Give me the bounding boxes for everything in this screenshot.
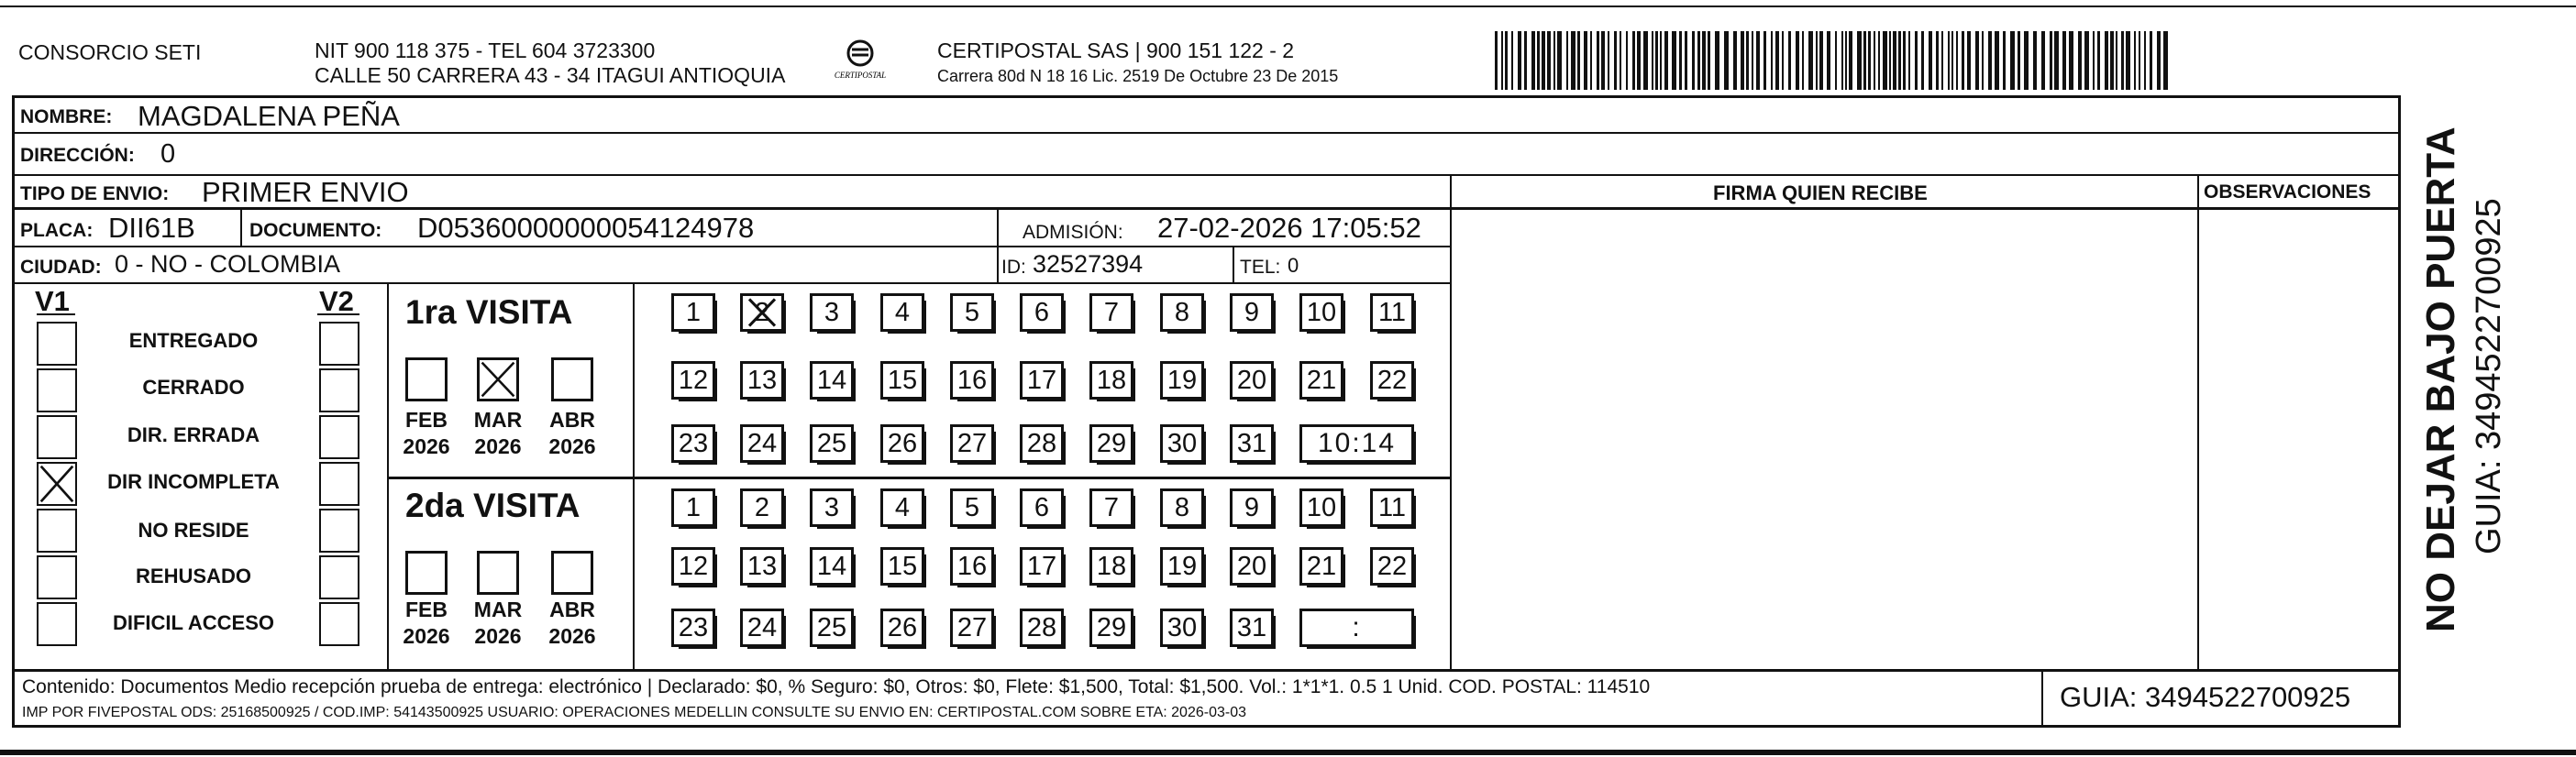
barcode-bar bbox=[1531, 31, 1535, 90]
day-box[interactable]: 6 bbox=[1020, 488, 1064, 527]
type-label: TIPO DE ENVIO: bbox=[20, 183, 170, 204]
day-box[interactable]: 4 bbox=[880, 488, 924, 527]
barcode-bar bbox=[2110, 31, 2114, 90]
day-box[interactable]: 7 bbox=[1089, 293, 1133, 332]
plate-value: DII61B bbox=[108, 212, 195, 244]
barcode-bar bbox=[1584, 31, 1587, 90]
barcode-bar bbox=[1637, 31, 1641, 90]
observations-area[interactable] bbox=[2199, 209, 2399, 667]
day-box[interactable]: 18 bbox=[1089, 547, 1133, 586]
status-label: ENTREGADO bbox=[128, 329, 259, 352]
status-label: DIR. ERRADA bbox=[127, 423, 260, 446]
month-label: ABR bbox=[549, 408, 595, 432]
day-box[interactable]: 19 bbox=[1160, 361, 1204, 400]
day-box[interactable]: 30 bbox=[1160, 609, 1204, 647]
receiver-signature-label: FIRMA QUIEN RECIBE bbox=[1713, 181, 1928, 204]
tel-value: 0 bbox=[1288, 254, 1299, 277]
month-label: FEB bbox=[405, 408, 448, 432]
barcode-bar bbox=[1962, 31, 1964, 90]
month-label: MAR bbox=[473, 408, 523, 432]
name-label: NOMBRE: bbox=[20, 106, 113, 127]
barcode-bar bbox=[1501, 31, 1503, 90]
barcode-bar bbox=[1893, 31, 1896, 90]
barcode-bar bbox=[2134, 31, 2136, 90]
status-label: NO RESIDE bbox=[138, 519, 249, 542]
day-box[interactable]: 28 bbox=[1020, 609, 1064, 647]
city-label: CIUDAD: bbox=[20, 257, 102, 278]
day-box[interactable]: 11 bbox=[1370, 293, 1414, 332]
barcode-bar bbox=[1951, 31, 1953, 90]
day-box[interactable]: 22 bbox=[1370, 361, 1414, 400]
recipient-name: MAGDALENA PEÑA bbox=[138, 100, 400, 132]
side-guide: GUIA: 3494522700925 bbox=[2470, 198, 2508, 554]
carrier-name: CERTIPOSTAL SAS | 900 151 122 - 2 bbox=[937, 38, 1295, 62]
barcode-bar bbox=[1816, 31, 1818, 90]
barcode-bar bbox=[2157, 31, 2161, 90]
barcode-bar bbox=[2078, 31, 2082, 90]
sender-address: CALLE 50 CARRERA 43 - 34 ITAGUI ANTIOQUIA bbox=[315, 63, 786, 87]
barcode-bar bbox=[1921, 31, 1924, 90]
month-label: FEB bbox=[405, 598, 448, 621]
month-year: 2026 bbox=[548, 434, 596, 458]
day-box[interactable]: 1 bbox=[671, 488, 715, 527]
day-box[interactable]: 20 bbox=[1230, 547, 1274, 586]
month-checkbox[interactable] bbox=[551, 357, 593, 401]
visit2-title: 2da VISITA bbox=[405, 487, 580, 524]
day-box[interactable]: 5 bbox=[950, 293, 994, 332]
id-value: 32527394 bbox=[1033, 250, 1144, 278]
barcode-bar bbox=[1652, 31, 1653, 90]
barcode-bar bbox=[1967, 31, 1971, 90]
day-box[interactable]: 31 bbox=[1230, 609, 1274, 647]
barcode-bar bbox=[1505, 31, 1508, 90]
barcode-bar bbox=[1537, 31, 1540, 90]
barcode-bar bbox=[1547, 31, 1551, 90]
document-label: DOCUMENTO: bbox=[249, 220, 382, 241]
barcode-bar bbox=[1692, 31, 1695, 90]
document-value: D05360000000054124978 bbox=[417, 212, 755, 244]
day-box[interactable]: 21 bbox=[1299, 361, 1343, 400]
barcode-bar bbox=[1908, 31, 1910, 90]
day-box[interactable]: 13 bbox=[740, 547, 784, 586]
barcode bbox=[1495, 31, 2173, 90]
barcode-bar bbox=[1863, 31, 1866, 90]
day-box[interactable]: 9 bbox=[1230, 293, 1274, 332]
barcode-bar bbox=[1771, 31, 1773, 90]
barcode-bar bbox=[1845, 31, 1847, 90]
shipment-type: PRIMER ENVIO bbox=[202, 176, 409, 208]
day-box[interactable]: 3 bbox=[810, 293, 854, 332]
barcode-bar bbox=[1524, 31, 1527, 90]
barcode-bar bbox=[1929, 31, 1932, 90]
day-box[interactable]: 20 bbox=[1230, 361, 1274, 400]
day-box[interactable]: 25 bbox=[810, 424, 854, 463]
barcode-bar bbox=[1664, 31, 1668, 90]
v1-label: V1 bbox=[35, 285, 70, 317]
barcode-bar bbox=[1975, 31, 1979, 90]
day-box[interactable]: 2 bbox=[740, 488, 784, 527]
receiver-signature-area[interactable] bbox=[1452, 209, 2196, 667]
month-checkbox[interactable] bbox=[477, 357, 519, 401]
day-box[interactable]: 6 bbox=[1020, 293, 1064, 332]
carrier-license: Carrera 80d N 18 16 Lic. 2519 De Octubre 23 De 2015 bbox=[937, 67, 1339, 85]
day-box[interactable]: 3 bbox=[810, 488, 854, 527]
barcode-bar bbox=[1620, 31, 1621, 90]
barcode-bar bbox=[2150, 31, 2152, 90]
barcode-bar bbox=[1702, 31, 1706, 90]
barcode-bar bbox=[1597, 31, 1599, 90]
admission-label: ADMISIÓN: bbox=[1023, 222, 1123, 243]
day-box[interactable]: 24 bbox=[740, 609, 784, 647]
barcode-bar bbox=[1941, 31, 1943, 90]
status-label: CERRADO bbox=[142, 376, 245, 399]
barcode-bar bbox=[2121, 31, 2124, 90]
barcode-bar bbox=[1733, 31, 1737, 90]
day-box[interactable]: 14 bbox=[810, 361, 854, 400]
day-box[interactable]: 14 bbox=[810, 547, 854, 586]
plate-label: PLACA: bbox=[20, 220, 94, 241]
day-box[interactable]: 12 bbox=[671, 361, 715, 400]
month-year: 2026 bbox=[474, 434, 522, 458]
day-box[interactable]: 16 bbox=[950, 547, 994, 586]
barcode-bar bbox=[1715, 31, 1719, 90]
recipient-address: 0 bbox=[160, 139, 176, 169]
id-label: ID: bbox=[1001, 257, 1026, 278]
barcode-bar bbox=[1752, 31, 1753, 90]
barcode-bar bbox=[1632, 31, 1635, 90]
barcode-bar bbox=[1608, 31, 1609, 90]
admission-value: 27-02-2026 17:05:52 bbox=[1157, 212, 1421, 244]
barcode-bar bbox=[1542, 31, 1545, 90]
month-checkbox[interactable] bbox=[405, 357, 448, 401]
barcode-bar bbox=[1655, 31, 1658, 90]
day-box[interactable]: 26 bbox=[880, 609, 924, 647]
status-label: REHUSADO bbox=[136, 565, 251, 587]
day-box[interactable]: 28 bbox=[1020, 424, 1064, 463]
city-value: 0 - NO - COLOMBIA bbox=[115, 250, 341, 278]
day-box[interactable]: 10 bbox=[1299, 488, 1343, 527]
barcode-bar bbox=[1878, 31, 1880, 90]
barcode-bar bbox=[1841, 31, 1843, 90]
barcode-bar bbox=[2084, 31, 2089, 90]
barcode-bar bbox=[1518, 31, 1521, 90]
barcode-bar bbox=[1956, 31, 1958, 90]
barcode-bar bbox=[1672, 31, 1676, 90]
barcode-bar bbox=[1915, 31, 1918, 90]
day-box[interactable]: 13 bbox=[740, 361, 784, 400]
barcode-bar bbox=[2054, 31, 2059, 90]
certipostal-logo bbox=[824, 37, 897, 84]
day-box[interactable]: 26 bbox=[880, 424, 924, 463]
barcode-bar bbox=[2163, 31, 2168, 90]
barcode-bar bbox=[1746, 31, 1749, 90]
barcode-bar bbox=[2018, 31, 2020, 90]
barcode-bar bbox=[1827, 31, 1830, 90]
observations-label: OBSERVACIONES bbox=[2204, 181, 2371, 203]
barcode-bar bbox=[2024, 31, 2029, 90]
month-label: ABR bbox=[549, 598, 595, 621]
day-box[interactable]: 16 bbox=[950, 361, 994, 400]
barcode-bar bbox=[1868, 31, 1871, 90]
tel-label: TEL: bbox=[1240, 257, 1281, 278]
barcode-bar bbox=[1796, 31, 1799, 90]
sender-name: CONSORCIO SETI bbox=[18, 40, 202, 64]
day-box[interactable]: 7 bbox=[1089, 488, 1133, 527]
day-box[interactable]: 29 bbox=[1089, 424, 1133, 463]
footer-contents: Contenido: Documentos Medio recepción prueba de entrega: electrónico | Declarado: $0, % Seguro: $0, Otros: $0, Flete: $1,500, Total: $1,500. Vol.: 1*1*1. 0.5 1 Unid. COD. POSTAL: 114510 bbox=[22, 676, 1651, 697]
month-checkbox[interactable] bbox=[551, 551, 593, 595]
barcode-bar bbox=[2105, 31, 2108, 90]
barcode-bar bbox=[1566, 31, 1568, 90]
barcode-bar bbox=[1495, 31, 1498, 90]
footer-imp: IMP POR FIVEPOSTAL ODS: 25168500925 / COD.IMP: 54143500925 USUARIO: OPERACIONES MEDELLIN CONSULTE SU ENVIO EN: CERTIPOSTAL.COM SOBRE ETA: 2026-03-03 bbox=[22, 705, 1246, 720]
barcode-bar bbox=[2069, 31, 2073, 90]
barcode-bar bbox=[1511, 31, 1513, 90]
day-box[interactable]: 2 bbox=[740, 293, 784, 332]
barcode-bar bbox=[1982, 31, 1984, 90]
day-box[interactable]: 27 bbox=[950, 424, 994, 463]
day-box[interactable]: 21 bbox=[1299, 547, 1343, 586]
barcode-bar bbox=[1577, 31, 1580, 90]
barcode-bar bbox=[1988, 31, 1992, 90]
barcode-bar bbox=[1590, 31, 1592, 90]
barcode-bar bbox=[2041, 31, 2045, 90]
month-checkbox[interactable] bbox=[405, 551, 448, 595]
day-box[interactable]: 12 bbox=[671, 547, 715, 586]
barcode-bar bbox=[2003, 31, 2006, 90]
month-year: 2026 bbox=[403, 434, 450, 458]
day-box[interactable]: 23 bbox=[671, 609, 715, 647]
barcode-bar bbox=[1756, 31, 1760, 90]
day-box[interactable]: 29 bbox=[1089, 609, 1133, 647]
barcode-bar bbox=[1835, 31, 1837, 90]
time-box[interactable]: 10:14 bbox=[1299, 424, 1414, 463]
day-box[interactable]: 27 bbox=[950, 609, 994, 647]
barcode-bar bbox=[1557, 31, 1562, 90]
barcode-bar bbox=[1857, 31, 1862, 90]
day-box[interactable]: 18 bbox=[1089, 361, 1133, 400]
day-box[interactable]: 30 bbox=[1160, 424, 1204, 463]
day-box[interactable]: 11 bbox=[1370, 488, 1414, 527]
visit1-title: 1ra VISITA bbox=[405, 293, 573, 331]
status-label: DIFICIL ACCESO bbox=[112, 611, 274, 634]
barcode-bar bbox=[1614, 31, 1617, 90]
day-box[interactable]: 22 bbox=[1370, 547, 1414, 586]
barcode-bar bbox=[1626, 31, 1628, 90]
barcode-bar bbox=[1898, 31, 1901, 90]
sender-nit-tel: NIT 900 118 375 - TEL 604 3723300 bbox=[315, 38, 656, 62]
day-box[interactable]: 25 bbox=[810, 609, 854, 647]
barcode-bar bbox=[2062, 31, 2066, 90]
barcode-bar bbox=[1697, 31, 1700, 90]
barcode-bar bbox=[1741, 31, 1744, 90]
month-year: 2026 bbox=[474, 624, 522, 648]
month-year: 2026 bbox=[548, 624, 596, 648]
barcode-bar bbox=[1571, 31, 1575, 90]
barcode-bar bbox=[1883, 31, 1887, 90]
status-label: DIR INCOMPLETA bbox=[107, 470, 280, 493]
barcode-bar bbox=[1601, 31, 1605, 90]
barcode-bar bbox=[1808, 31, 1813, 90]
day-box[interactable]: 1 bbox=[671, 293, 715, 332]
barcode-bar bbox=[2093, 31, 2095, 90]
barcode-bar bbox=[2010, 31, 2015, 90]
v2-label: V2 bbox=[319, 285, 354, 317]
barcode-bar bbox=[1724, 31, 1729, 90]
barcode-bar bbox=[1775, 31, 1779, 90]
barcode-bar bbox=[1995, 31, 1999, 90]
day-box[interactable]: 4 bbox=[880, 293, 924, 332]
barcode-bar bbox=[2097, 31, 2100, 90]
barcode-bar bbox=[1788, 31, 1791, 90]
day-box[interactable]: 8 bbox=[1160, 293, 1204, 332]
day-box[interactable]: 15 bbox=[880, 361, 924, 400]
barcode-bar bbox=[1802, 31, 1804, 90]
barcode-bar bbox=[1782, 31, 1784, 90]
day-box[interactable]: 5 bbox=[950, 488, 994, 527]
barcode-bar bbox=[1660, 31, 1662, 90]
barcode-bar bbox=[1763, 31, 1766, 90]
month-year: 2026 bbox=[403, 624, 450, 648]
barcode-bar bbox=[2033, 31, 2037, 90]
barcode-bar bbox=[1936, 31, 1939, 90]
day-box[interactable]: 23 bbox=[671, 424, 715, 463]
day-box[interactable]: 19 bbox=[1160, 547, 1204, 586]
barcode-bar bbox=[1849, 31, 1852, 90]
barcode-bar bbox=[2116, 31, 2117, 90]
address-label: DIRECCIÓN: bbox=[20, 145, 135, 166]
barcode-bar bbox=[1819, 31, 1823, 90]
day-box[interactable]: 24 bbox=[740, 424, 784, 463]
barcode-bar bbox=[1679, 31, 1682, 90]
barcode-bar bbox=[1874, 31, 1875, 90]
barcode-bar bbox=[2144, 31, 2146, 90]
day-box[interactable]: 17 bbox=[1020, 547, 1064, 586]
day-box[interactable]: 17 bbox=[1020, 361, 1064, 400]
barcode-bar bbox=[1889, 31, 1891, 90]
barcode-bar bbox=[1708, 31, 1710, 90]
time-box[interactable]: : bbox=[1299, 609, 1414, 647]
footer-guide: GUIA: 3494522700925 bbox=[2060, 681, 2351, 713]
barcode-bar bbox=[2126, 31, 2130, 90]
svg-text:CERTIPOSTAL: CERTIPOSTAL bbox=[834, 71, 887, 80]
barcode-bar bbox=[2139, 31, 2140, 90]
barcode-bar bbox=[1948, 31, 1950, 90]
barcode-bar bbox=[1685, 31, 1687, 90]
barcode-bar bbox=[1553, 31, 1555, 90]
day-box[interactable]: 10 bbox=[1299, 293, 1343, 332]
day-box[interactable]: 9 bbox=[1230, 488, 1274, 527]
day-box[interactable]: 8 bbox=[1160, 488, 1204, 527]
barcode-bar bbox=[1643, 31, 1648, 90]
barcode-bar bbox=[2050, 31, 2052, 90]
day-box[interactable]: 15 bbox=[880, 547, 924, 586]
month-label: MAR bbox=[473, 598, 523, 621]
month-checkbox[interactable] bbox=[477, 551, 519, 595]
barcode-bar bbox=[1903, 31, 1906, 90]
side-notice: NO DEJAR BAJO PUERTA bbox=[2418, 126, 2463, 632]
day-box[interactable]: 31 bbox=[1230, 424, 1274, 463]
